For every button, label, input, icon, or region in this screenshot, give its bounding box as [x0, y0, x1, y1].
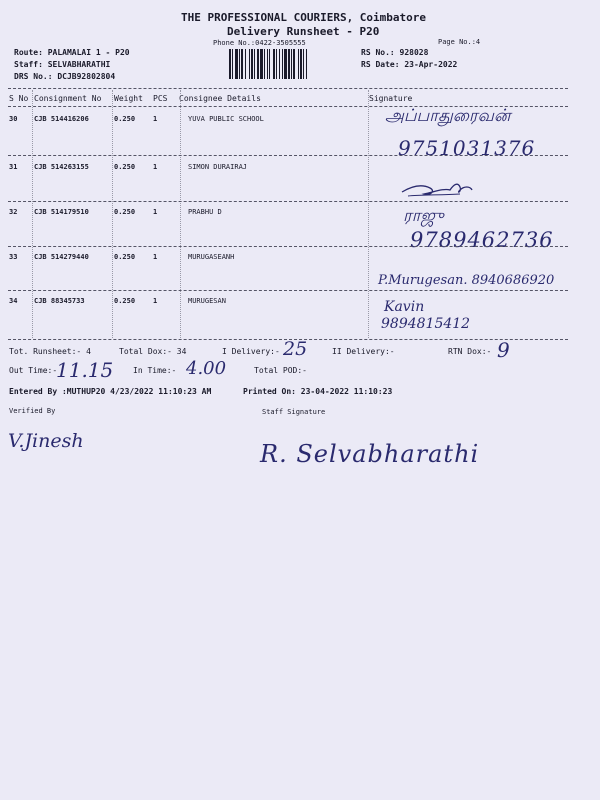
total-dox: Total Dox:- 34 — [119, 347, 187, 356]
row-signature-phone: 9894815412 — [381, 316, 471, 332]
row-sno: 31 — [9, 163, 18, 171]
ii-delivery-label: II Delivery:- — [332, 347, 395, 356]
row-consignee: YUVA PUBLIC SCHOOL — [188, 115, 264, 123]
row-consignment: CJB 514263155 — [34, 163, 89, 171]
i-delivery-label: I Delivery:- — [222, 347, 280, 356]
staff-label: Staff: SELVABHARATHI — [14, 60, 111, 69]
column-divider — [368, 90, 369, 338]
verified-by-label: Verified By — [9, 407, 56, 415]
row-sno: 33 — [9, 253, 18, 261]
col-header-signature: Signature — [369, 94, 413, 103]
drs-number: DRS No.: DCJB92802804 — [14, 72, 116, 81]
total-runsheet: Tot. Runsheet:- 4 — [9, 347, 91, 356]
row-rule — [8, 246, 568, 247]
entered-by: Entered By :MUTHUP20 4/23/2022 11:10:23 AM — [9, 387, 212, 396]
row-signature-name: Kavin — [384, 299, 425, 315]
row-weight: 0.250 — [114, 297, 136, 305]
col-header-sno: S No — [9, 94, 29, 103]
row-signature-name: ராஜு — [403, 206, 444, 226]
row-consignment: CJB 88345733 — [34, 297, 85, 305]
row-signature-name: அப்பாதுரைவன் — [385, 106, 511, 126]
runsheet-subtitle: Delivery Runsheet - P20 — [227, 25, 380, 38]
col-header-consignment: Consignment No — [34, 94, 102, 103]
row-weight: 0.250 — [114, 115, 136, 123]
row-signature-phone: 9751031376 — [398, 136, 536, 160]
verifier-signature: V.Jinesh — [8, 430, 84, 452]
row-rule — [8, 155, 568, 156]
row-pcs: 1 — [153, 208, 158, 216]
row-pcs: 1 — [153, 163, 158, 171]
column-divider — [112, 90, 113, 338]
row-consignee: SIMON DURAIRAJ — [188, 163, 248, 171]
row-signature-name: P.Murugesan. 8940686920 — [378, 273, 555, 288]
document-title: THE PROFESSIONAL COURIERS, Coimbatore — [181, 11, 427, 24]
row-signature-phone: 9789462736 — [410, 228, 554, 252]
row-consignee: MURUGASEANH — [188, 253, 235, 261]
col-header-weight: Weight — [114, 94, 143, 103]
out-time-value: 11.15 — [56, 358, 114, 382]
row-consignment: CJB 514416206 — [34, 115, 89, 123]
rtn-dox-value: 9 — [497, 338, 510, 362]
barcode-image — [229, 49, 351, 79]
row-pcs: 1 — [153, 115, 158, 123]
rs-date: RS Date: 23-Apr-2022 — [361, 60, 458, 69]
rtn-dox-label: RTN Dox:- — [448, 347, 492, 356]
col-header-pcs: PCS — [153, 94, 168, 103]
row-sno: 34 — [9, 297, 18, 305]
col-header-consignee: Consignee Details — [179, 94, 261, 103]
in-time-value: 4.00 — [186, 358, 227, 379]
staff-signature-label: Staff Signature — [262, 408, 326, 416]
row-rule — [8, 290, 568, 291]
route-label: Route: PALAMALAI 1 - P20 — [14, 48, 130, 57]
row-consignment: CJB 514179510 — [34, 208, 89, 216]
in-time-label: In Time:- — [133, 366, 177, 375]
row-sno: 30 — [9, 115, 18, 123]
row-pcs: 1 — [153, 253, 158, 261]
total-pod-label: Total POD:- — [254, 366, 307, 375]
table-top-rule — [8, 88, 568, 89]
row-sno: 32 — [9, 208, 18, 216]
rs-number: RS No.: 928028 — [361, 48, 429, 57]
row-rule — [8, 201, 568, 202]
row-pcs: 1 — [153, 297, 158, 305]
i-delivery-value: 25 — [283, 338, 308, 360]
row-consignee: MURUGESAN — [188, 297, 226, 305]
staff-signature: R. Selvabharathi — [260, 440, 480, 468]
printed-on: Printed On: 23-04-2022 11:10:23 — [243, 387, 393, 396]
row-consignee: PRABHU D — [188, 208, 222, 216]
phone-number: Phone No.:0422-3505555 — [213, 39, 306, 47]
column-divider — [180, 90, 181, 338]
page-number: Page No.:4 — [438, 38, 481, 46]
row-consignment: CJB 514279440 — [34, 253, 89, 261]
scribbled-signature — [400, 178, 475, 200]
out-time-label: Out Time:- — [9, 366, 58, 375]
column-divider — [32, 90, 33, 338]
row-weight: 0.250 — [114, 163, 136, 171]
row-weight: 0.250 — [114, 253, 136, 261]
row-weight: 0.250 — [114, 208, 136, 216]
